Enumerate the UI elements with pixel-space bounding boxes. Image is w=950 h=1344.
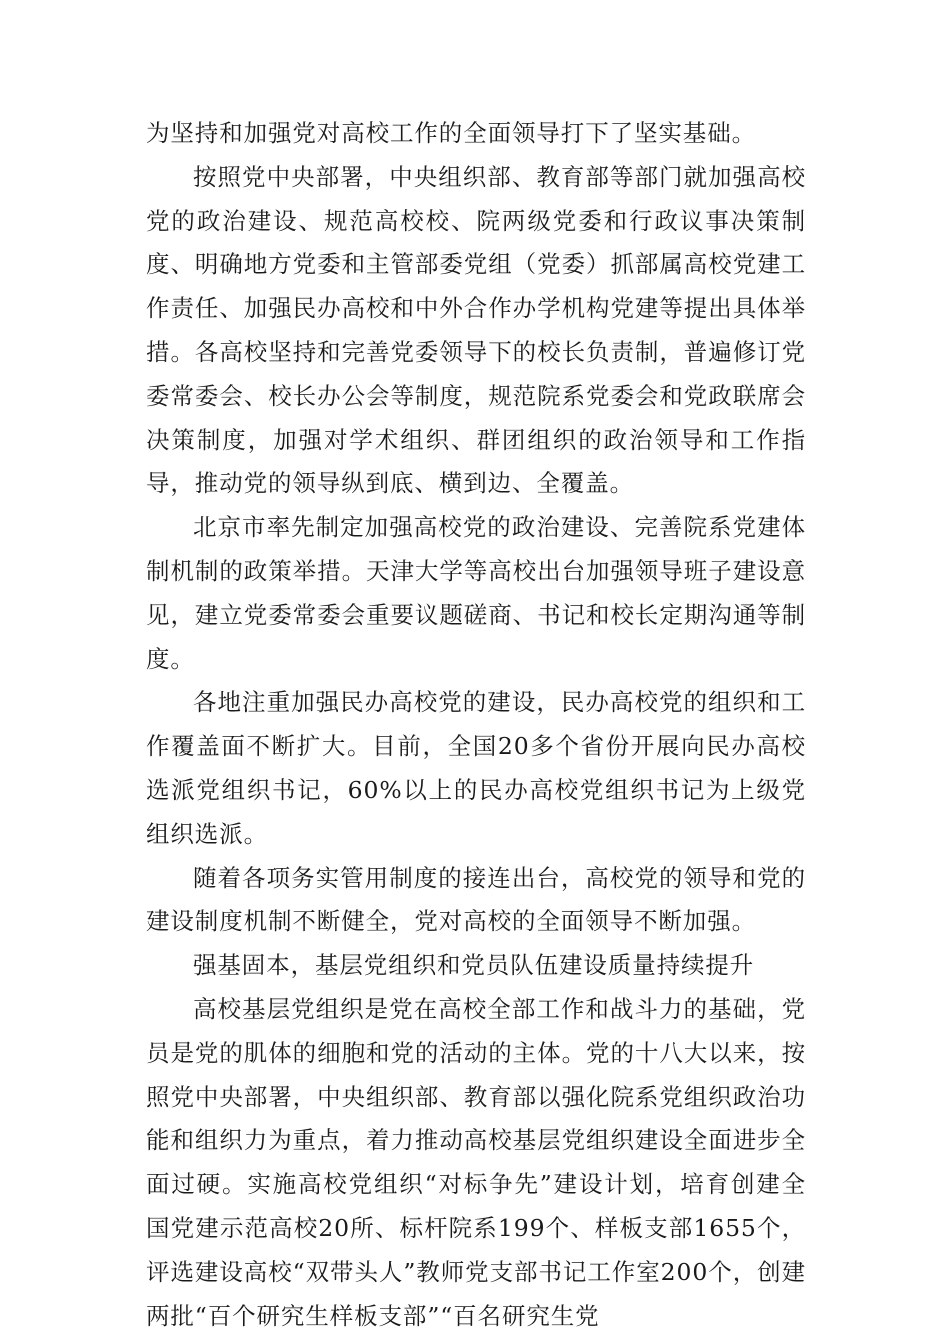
- paragraph: 各地注重加强民办高校党的建设，民办高校党的组织和工作覆盖面不断扩大。目前，全国20多个省份开展向民办高校选派党组织书记，60%以上的民办高校党组织书记为上级党组织选派。: [146, 688, 806, 848]
- paragraph: 按照党中央部署，中央组织部、教育部等部门就加强高校党的政治建设、规范高校校、院两级党委和行政议事决策制度、明确地方党委和主管部委党组（党委）抓部属高校党建工作责任、加强民办高校和中外合作办学机构党建等提出具体举措。各高校坚持和完善党委领导下的校长负责制，普遍修订党委常委会、校长办公会等制度，规范院系党委会和党政联席会决策制度，加强对学术组织、群团组织的政治领导和工作指导，推动党的领导纵到底、横到边、全覆盖。: [146, 162, 806, 498]
- section-heading: 强基固本，基层党组织和党员队伍建设质量持续提升: [193, 951, 755, 980]
- paragraph: 随着各项务实管用制度的接连出台，高校党的领导和党的建设制度机制不断健全，党对高校的全面领导不断加强。: [146, 863, 806, 936]
- body-text: [146, 112, 806, 1338]
- paragraph-continuation: 为坚持和加强党对高校工作的全面领导打下了坚实基础。: [146, 119, 756, 147]
- paragraph: 北京市率先制定加强高校党的政治建设、完善院系党建体制机制的政策举措。天津大学等高校出台加强领导班子建设意见，建立党委常委会重要议题磋商、书记和校长定期沟通等制度。: [146, 513, 806, 673]
- paragraph: 高校基层党组织是党在高校全部工作和战斗力的基础，党员是党的肌体的细胞和党的活动的主体。党的十八大以来，按照党中央部署，中央组织部、教育部以强化院系党组织政治功能和组织力为重点，着力推动高校基层党组织建设全面进步全面过硬。实施高校党组织“对标争先”建设计划，培育创建全国党建示范高校20所、标杆院系199个、样板支部1655个，评选建设高校“双带头人”教师党支部书记工作室200个，创建两批“百个研究生样板支部”“百名研究生党: [146, 994, 806, 1330]
